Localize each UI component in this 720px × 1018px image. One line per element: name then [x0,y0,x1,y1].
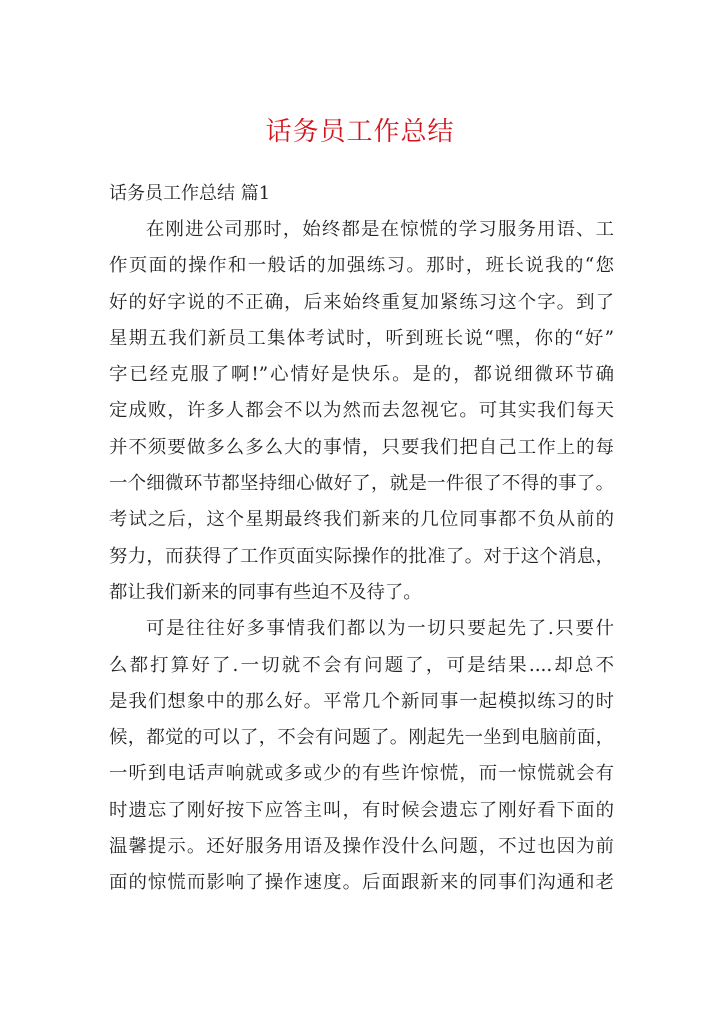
paragraph-2-line: 可是往往好多事情我们都以为一切只要起先了.只要什 [146,618,614,640]
paragraph-2-line: 面的惊慌而影响了操作速度。后面跟新来的同事们沟通和老 [109,872,614,894]
section-heading: 话务员工作总结 篇1 [109,183,271,204]
paragraph-2-line: 么都打算好了.一切就不会有问题了，可是结果....却总不 [109,654,614,676]
paragraph-1-line: 在刚进公司那时，始终都是在惊慌的学习服务用语、工 [146,219,614,240]
paragraph-1-line: 好的好字说的不正确，后来始终重复加紧练习这个字。到了 [109,291,614,313]
document-title: 话务员工作总结 [265,117,455,147]
paragraph-2-line: 候，都觉的可以了，不会有问题了。刚起先一坐到电脑前面， [109,727,614,749]
paragraph-2-line: 温馨提示。还好服务用语及操作没什么问题，不过也因为前 [109,836,614,858]
paragraph-1-line: 定成败，许多人都会不以为然而去忽视它。可其实我们每天 [109,400,614,422]
paragraph-1-line: 都让我们新来的同事有些迫不及待了。 [109,581,422,603]
document-body [109,212,614,902]
paragraph-1-line: 星期五我们新员工集体考试时，听到班长说“嘿，你的“好” [109,327,614,349]
paragraph-1-line: 考试之后，这个星期最终我们新来的几位同事都不负从前的 [109,509,614,531]
paragraph-1-line: 作页面的操作和一般话的加强练习。那时，班长说我的“您 [109,255,614,277]
paragraph-2-line: 是我们想象中的那么好。平常几个新同事一起模拟练习的时 [109,690,614,712]
paragraph-1-line: 努力，而获得了工作页面实际操作的批准了。对于这个消息， [109,545,614,567]
paragraph-2-line: 一听到电话声响就或多或少的有些许惊慌，而一惊慌就会有 [109,763,614,785]
paragraph-1-line: 一个细微环节都坚持细心做好了，就是一件很了不得的事了。 [109,473,614,495]
paragraph-1-line: 并不须要做多么多么大的事情，只要我们把自己工作上的每 [109,436,614,458]
paragraph-2-line: 时遗忘了刚好按下应答主叫，有时候会遗忘了刚好看下面的 [109,799,614,821]
paragraph-1-line: 字已经克服了啊!”心情好是快乐。是的，都说细微环节确 [109,364,614,386]
